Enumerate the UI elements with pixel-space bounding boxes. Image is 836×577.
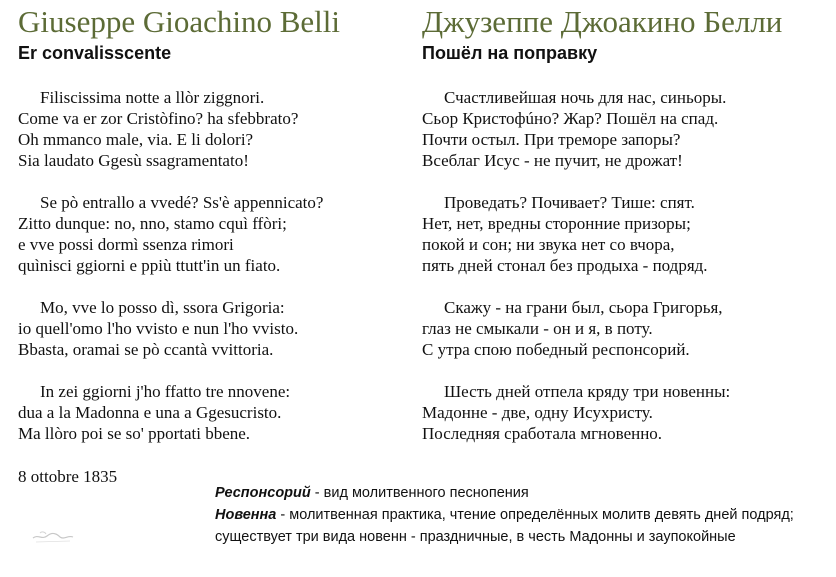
poem-line: quìnisci ggiorni e ppiù ttutt'in un fiato.: [18, 256, 281, 275]
poem-line: Come va er zor Cristòfino? ha sfebbrato?: [18, 109, 299, 128]
poem-line: Последняя сработала мгновенно.: [422, 424, 663, 443]
poem-line: Mo, vve lo posso dì, ssora Grigoria:: [40, 298, 285, 317]
stanza: [18, 87, 410, 171]
poem-line: e vve possi dormì ssenza rimori: [18, 235, 234, 254]
poem-line: In zei ggiorni j'ho ffatto tre nnovene:: [40, 382, 291, 401]
footnote-novena: [215, 504, 833, 548]
poem-line: Se pò entrallo a vvedé? Ss'è appennicato?: [40, 193, 324, 212]
poem-line: С утра спою победный респонсорий.: [422, 340, 690, 359]
footnote-text: - молитвенная практика, чтение определённых молитв девять дней подряд; существует три вида новенн - праздничные, в честь Мадонны и заупокойные: [215, 507, 794, 545]
footnote-term: Респонсорий: [215, 485, 311, 501]
poem-line: Нет, нет, вредны сторонние призоры;: [422, 214, 691, 233]
poem-line: dua a la Madonna e una a Ggesucristo.: [18, 403, 282, 422]
poem-line: Шесть дней отпела кряду три новенны:: [444, 382, 731, 401]
poem-original: [18, 87, 410, 465]
stanza: [18, 192, 410, 276]
poem-line: Ma llòro poi se so' pportati bbene.: [18, 424, 251, 443]
poem-title-translation: Пошёл на поправку: [422, 43, 598, 63]
poem-line: Проведать? Почивает? Тише: спят.: [444, 193, 695, 212]
footnote-text: - вид молитвенного песнопения: [310, 485, 529, 501]
author-translation: Джузеппе Джоакино Белли: [422, 4, 783, 39]
poem-line: Счастливейшая ночь для нас, синьоры.: [444, 88, 727, 107]
poem-translation: [422, 87, 832, 465]
poem-line: Всеблаг Исус - не пучит, не дрожат!: [422, 151, 683, 170]
poem-line: Oh mmanco male, via. E li dolori?: [18, 130, 254, 149]
footnotes: [215, 482, 833, 548]
poem-line: Filiscissima notte a llòr ziggnori.: [40, 88, 265, 107]
poem-line: Zitto dunque: no, nno, stamo cquì ffòri;: [18, 214, 287, 233]
poem-title-original: Er convalisscente: [18, 43, 172, 63]
author-original: Giuseppe Gioachino Belli: [18, 4, 340, 39]
stanza: [422, 192, 832, 276]
poem-line: Скажу - на грани был, сьора Григорья,: [444, 298, 723, 317]
poem-line: io quell'omo l'ho vvisto e nun l'ho vvisto.: [18, 319, 299, 338]
stanza: [422, 297, 832, 360]
footnote-term: Новенна: [215, 507, 277, 523]
poem-line: Сьор Кристофúно? Жар? Пошёл на спад.: [422, 109, 719, 128]
poem-line: покой и сон; ни звука нет со вчора,: [422, 235, 675, 254]
poem-date: 8 ottobre 1835: [18, 467, 118, 486]
stanza: [422, 87, 832, 171]
poem-line: пять дней стонал без продыха - подряд.: [422, 256, 708, 275]
poem-line: глаз не смыкали - он и я, в поту.: [422, 319, 653, 338]
poem-line: Почти остыл. При треморе запоры?: [422, 130, 681, 149]
poem-line: Bbasta, oramai se pò ccantà vvittoria.: [18, 340, 274, 359]
stanza: [422, 381, 832, 444]
footnote-responsory: [215, 482, 833, 504]
signature-scribble-icon: [30, 524, 76, 546]
stanza: [18, 297, 410, 360]
poem-line: Мадонне - две, одну Исухристу.: [422, 403, 653, 422]
stanza: [18, 381, 410, 444]
poem-line: Sia laudato Ggesù ssagramentato!: [18, 151, 249, 170]
